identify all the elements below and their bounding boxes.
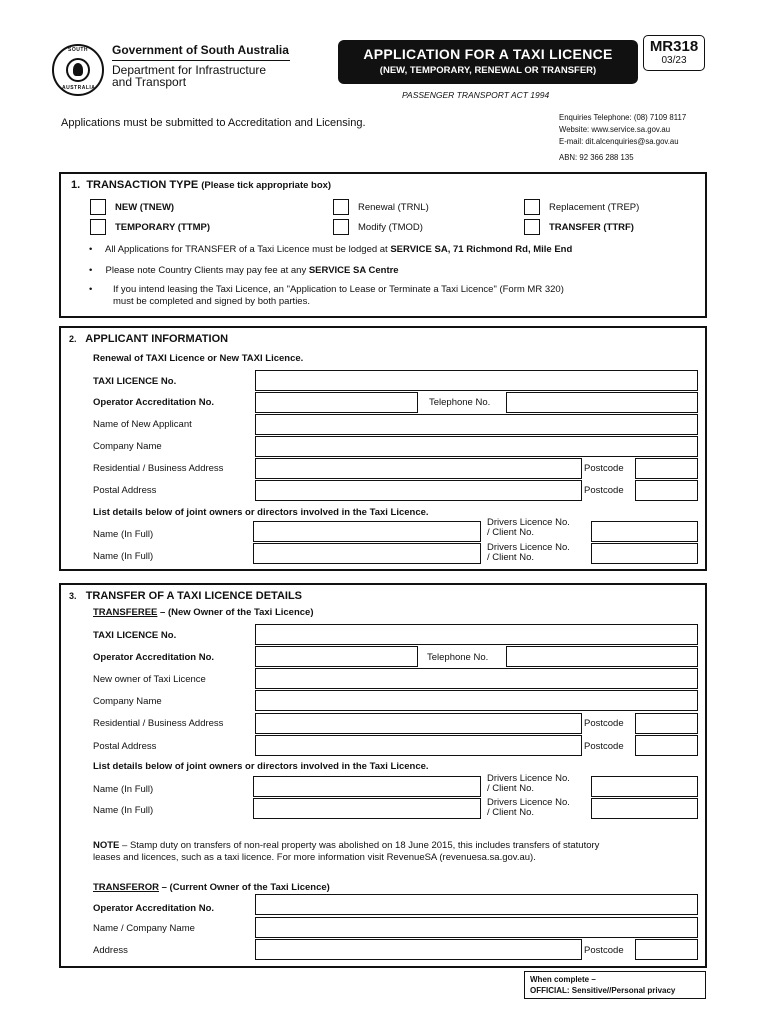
section-2-heading: APPLICANT INFORMATION: [85, 333, 229, 345]
transferee-company-input[interactable]: [255, 690, 698, 711]
bullet-3-line-2: must be completed and signed by both parties.: [113, 296, 310, 307]
postal-postcode-input[interactable]: [635, 480, 698, 501]
classification-footer: [524, 971, 706, 999]
transferee-drivers-licence-1-label: [487, 774, 570, 794]
transferee-postal-input[interactable]: [255, 735, 582, 756]
new-owner-input[interactable]: [255, 668, 698, 689]
option-renewal-label: Renewal (TRNL): [358, 202, 429, 213]
operator-accreditation-input[interactable]: [255, 392, 418, 413]
transferor-postcode-input[interactable]: [635, 939, 698, 960]
checkbox-transfer[interactable]: [524, 219, 540, 235]
section-transaction-type: [59, 172, 707, 318]
section-applicant-information: [59, 326, 707, 571]
contact-details: [559, 112, 686, 148]
section-1-instruction: (Please tick appropriate box): [201, 180, 332, 191]
transferee-joint-name-1-label: Name (In Full): [93, 784, 154, 795]
section-1-heading: TRANSACTION TYPE: [86, 179, 199, 191]
government-name: Government of South Australia: [112, 43, 289, 57]
transferor-postcode-label: Postcode: [584, 945, 624, 956]
section-2-subtitle: Renewal of TAXI Licence or New TAXI Licence.: [93, 353, 304, 364]
drivers-licence-2-label: [487, 543, 570, 563]
transferee-postal-label: Postal Address: [93, 741, 157, 752]
transferee-residential-postcode-label: Postcode: [584, 718, 624, 729]
email: E-mail: dit.alcenquiries@sa.gov.au: [559, 137, 679, 146]
section-3-title: [69, 590, 302, 602]
transferee-joint-owners-label: List details below of joint owners or directors involved in the Taxi Licence.: [93, 761, 429, 772]
form-date: 03/23: [661, 55, 687, 66]
drivers-licence-1-line-1: Drivers Licence No.: [487, 517, 570, 528]
company-name-input[interactable]: [255, 436, 698, 457]
section-3-heading: TRANSFER OF A TAXI LICENCE DETAILS: [85, 590, 303, 602]
transferee-joint-name-2-label: Name (In Full): [93, 805, 154, 816]
taxi-licence-input[interactable]: [255, 370, 698, 391]
transferor-name-input[interactable]: [255, 917, 698, 938]
bullet-1-text: All Applications for TRANSFER of a Taxi Licence must be lodged at: [105, 244, 388, 255]
transferor-address-label: Address: [93, 945, 128, 956]
section-2-number: 2.: [69, 334, 77, 344]
note-label: NOTE: [93, 840, 120, 851]
drivers-licence-1-line-2: / Client No.: [487, 527, 534, 538]
transferee-taxi-licence-input[interactable]: [255, 624, 698, 645]
joint-name-1-label: Name (In Full): [93, 529, 154, 540]
checkbox-new[interactable]: [90, 199, 106, 215]
legislation-act: PASSENGER TRANSPORT ACT 1994: [402, 90, 550, 100]
drivers-licence-2-line-1: Drivers Licence No.: [487, 542, 570, 553]
joint-name-2-label: Name (In Full): [93, 551, 154, 562]
telephone-input[interactable]: [506, 392, 698, 413]
transferee-drivers-licence-1-input[interactable]: [591, 776, 698, 797]
bullet-1-marker: •: [89, 244, 93, 255]
drivers-licence-2-line-2: / Client No.: [487, 552, 534, 563]
abn: ABN: 92 366 288 135: [559, 153, 634, 162]
transferee-residential-postcode-input[interactable]: [635, 713, 698, 734]
drivers-licence-1-input[interactable]: [591, 521, 698, 542]
transferee-drivers-licence-2-line-2: / Client No.: [487, 807, 534, 818]
transferee-residential-input[interactable]: [255, 713, 582, 734]
bullet-2-text: Please note Country Clients may pay fee at any: [105, 265, 307, 276]
telephone-label: Telephone No.: [429, 397, 491, 408]
transferor-accreditation-label: Operator Accreditation No.: [93, 903, 215, 914]
transferor-label: TRANSFEROR: [93, 882, 159, 893]
drivers-licence-2-input[interactable]: [591, 543, 698, 564]
bullet-3-marker: •: [89, 284, 93, 295]
checkbox-temporary[interactable]: [90, 219, 106, 235]
footer-line-1: When complete –: [530, 975, 596, 984]
bullet-3-line-1: If you intend leasing the Taxi Licence, an "Application to Lease or Terminate a Taxi Licence" (Form MR 320): [113, 284, 564, 295]
drivers-licence-1-label: [487, 518, 570, 538]
bullet-2: [89, 265, 399, 276]
section-1-number: 1.: [71, 179, 81, 191]
department-line-1: Department for Infrastructure: [112, 63, 267, 77]
transferor-accreditation-input[interactable]: [255, 894, 698, 915]
transferor-address-input[interactable]: [255, 939, 582, 960]
option-transfer-label: TRANSFER (TTRF): [549, 222, 634, 233]
joint-name-2-input[interactable]: [253, 543, 481, 564]
transferee-company-label: Company Name: [93, 696, 162, 707]
checkbox-replacement[interactable]: [524, 199, 540, 215]
section-1-title: [71, 179, 331, 191]
postal-postcode-label: Postcode: [584, 485, 624, 496]
transferee-postal-postcode-label: Postcode: [584, 741, 624, 752]
header-divider: [112, 60, 290, 61]
transferee-accreditation-label: Operator Accreditation No.: [93, 652, 215, 663]
postal-address-label: Postal Address: [93, 485, 157, 496]
transferee-label: TRANSFEREE: [93, 607, 158, 618]
residential-address-label: Residential / Business Address: [93, 463, 224, 474]
taxi-licence-label: TAXI LICENCE No.: [93, 376, 177, 387]
transferor-desc: – (Current Owner of the Taxi Licence): [161, 882, 330, 893]
note-line-1: – Stamp duty on transfers of non-real property was abolished on 18 June 2015, this includes transfers of statutory: [122, 840, 600, 851]
residential-postcode-label: Postcode: [584, 463, 624, 474]
transferee-drivers-licence-1-line-1: Drivers Licence No.: [487, 773, 570, 784]
new-owner-label: New owner of Taxi Licence: [93, 674, 206, 685]
transferee-telephone-label: Telephone No.: [427, 652, 489, 663]
new-applicant-label: Name of New Applicant: [93, 419, 192, 430]
company-name-label: Company Name: [93, 441, 162, 452]
bullet-1-bold: SERVICE SA, 71 Richmond Rd, Mile End: [390, 244, 573, 255]
transferee-heading: [93, 607, 314, 618]
transferee-joint-name-1-input[interactable]: [253, 776, 481, 797]
transferee-drivers-licence-2-line-1: Drivers Licence No.: [487, 797, 570, 808]
bullet-1: [89, 244, 572, 255]
section-2-title: [69, 333, 228, 345]
stamp-duty-note: [93, 840, 599, 864]
residential-postcode-input[interactable]: [635, 458, 698, 479]
form-subtitle: (NEW, TEMPORARY, RENEWAL OR TRANSFER): [379, 65, 597, 76]
form-title: APPLICATION FOR A TAXI LICENCE: [363, 46, 613, 62]
joint-name-1-input[interactable]: [253, 521, 481, 542]
transferee-taxi-licence-label: TAXI LICENCE No.: [93, 630, 177, 641]
transferee-joint-name-2-input[interactable]: [253, 798, 481, 819]
bullet-2-bold: SERVICE SA Centre: [308, 265, 399, 276]
bullet-3: [113, 284, 564, 308]
residential-address-input[interactable]: [255, 458, 582, 479]
transferor-name-label: Name / Company Name: [93, 923, 195, 934]
transferee-desc: – (New Owner of the Taxi Licence): [160, 607, 314, 618]
department-line-2: and Transport: [112, 75, 187, 89]
sa-crest-logo: [52, 44, 104, 96]
transferee-drivers-licence-2-input[interactable]: [591, 798, 698, 819]
section-3-number: 3.: [69, 591, 77, 601]
option-modify-label: Modify (TMOD): [358, 222, 423, 233]
transferee-accreditation-input[interactable]: [255, 646, 418, 667]
section-transfer-details: [59, 583, 707, 968]
footer-line-2: OFFICIAL: Sensitive//Personal privacy: [530, 986, 676, 995]
enquiries-telephone: Enquiries Telephone: (08) 7109 8117: [559, 113, 687, 122]
form-code: MR318: [649, 38, 699, 55]
transferee-postal-postcode-input[interactable]: [635, 735, 698, 756]
note-line-2: leases and licences, such as a taxi licence. For more information visit RevenueSA (revenuesa.sa.gov.au).: [93, 852, 536, 863]
transferee-drivers-licence-2-label: [487, 798, 570, 818]
operator-accreditation-label: Operator Accreditation No.: [93, 397, 215, 408]
transferee-drivers-licence-1-line-2: / Client No.: [487, 783, 534, 794]
transferee-residential-label: Residential / Business Address: [93, 718, 224, 729]
department-name: [112, 64, 266, 88]
piping-shrike-icon: [73, 63, 83, 76]
transferor-heading: [93, 882, 330, 893]
form-title-banner: [338, 40, 638, 84]
option-temporary-label: TEMPORARY (TTMP): [115, 222, 210, 233]
submission-note: Applications must be submitted to Accreditation and Licensing.: [61, 117, 366, 129]
option-replacement-label: Replacement (TREP): [549, 202, 640, 213]
bullet-2-marker: •: [89, 265, 93, 276]
postal-address-input[interactable]: [255, 480, 582, 501]
new-applicant-input[interactable]: [255, 414, 698, 435]
website: Website: www.service.sa.gov.au: [559, 125, 671, 134]
crest-text-bottom: AUSTRALIA: [62, 85, 96, 91]
checkbox-renewal[interactable]: [333, 199, 349, 215]
joint-owners-label: List details below of joint owners or directors involved in the Taxi Licence.: [93, 507, 429, 518]
crest-text-top: SOUTH: [68, 47, 88, 53]
form-code-box: [643, 35, 705, 71]
transferee-telephone-input[interactable]: [506, 646, 698, 667]
checkbox-modify[interactable]: [333, 219, 349, 235]
option-new-label: NEW (TNEW): [115, 202, 175, 213]
